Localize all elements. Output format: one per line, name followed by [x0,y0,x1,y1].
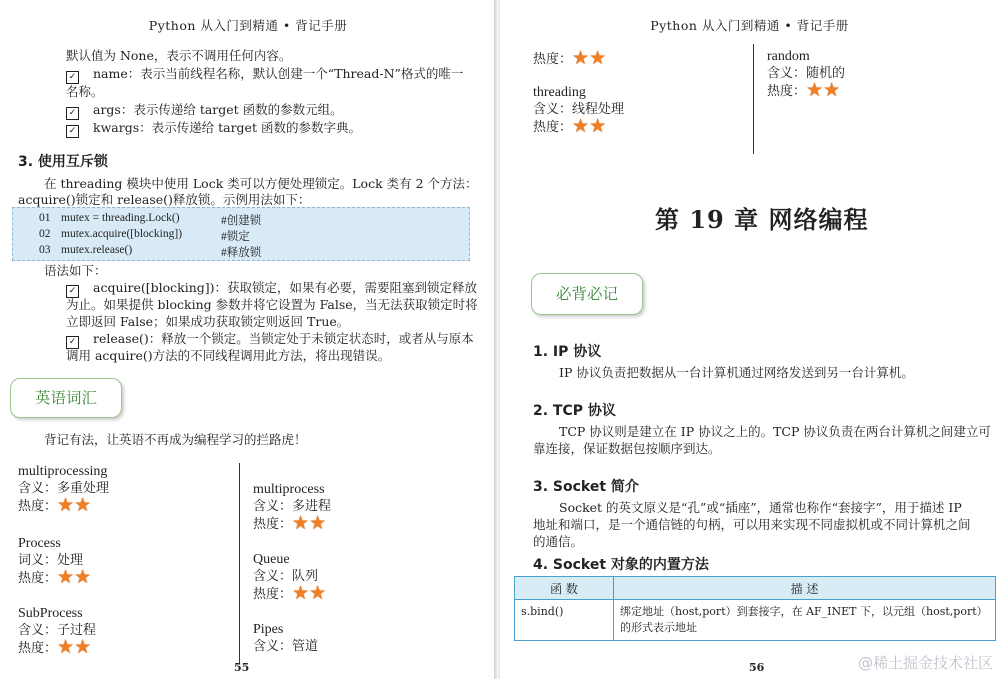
code-line: 03 mutex.release() #释放锁 [39,244,262,259]
table-header: 函 数 [515,577,614,600]
star-icon: ★ [292,512,310,534]
vocab-entry: SubProcess 含义：子过程 热度：★★ [18,606,97,658]
star-icon: ★ [74,566,92,588]
star-icon: ★ [292,582,310,604]
star-icon: ★ [309,512,327,534]
text-line: 调用 acquire()方法的不同线程调用此方法，将出现错误。 [66,348,391,363]
text-line: 名称。 [66,84,104,99]
checkbox-icon: ✓ [66,71,79,84]
star-icon: ★ [572,115,590,137]
checkbox-icon: ✓ [66,285,79,298]
text-line: 立即返回 False；如果成功获取锁定则返回 True。 [66,314,350,329]
star-icon: ★ [589,115,607,137]
vocab-box: 英语词汇 [10,378,122,418]
rating-stars [57,566,92,588]
page-header: Python 从入门到精通 • 背记手册 [148,18,348,33]
table-header: 描 述 [614,577,996,600]
vocab-entry: random 含义：随机的 热度：★★ [767,49,846,101]
left-page [0,0,496,679]
rating-stars [292,582,327,604]
paragraph: 在 threading 模块中使用 Lock 类可以方便处理锁定。Lock 类有 2 个方法： [44,176,478,191]
right-page [500,0,999,679]
syntax-label: 语法如下： [44,263,107,278]
star-icon: ★ [57,636,75,658]
vocab-entry: multiprocessing 含义：多重处理 热度：★★ [18,464,110,516]
rating-stars [57,636,92,658]
section-title: 4. Socket 对象的内置方法 [533,557,709,573]
paragraph: 的通信。 [533,534,584,549]
table-header-row [515,577,996,600]
star-icon: ★ [309,582,327,604]
code-line: 01 mutex = threading.Lock() #创建锁 [39,212,262,227]
code-line: 02 mutex.acquire([blocking]) #锁定 [39,228,250,243]
vocab-heat: 热度：★★ [533,47,607,69]
vocab-entry: Queue 含义：队列 热度：★★ [253,552,327,604]
table-row [515,600,996,641]
checkbox-icon: ✓ [66,336,79,349]
table-cell: s.bind() [515,600,614,641]
page-header: Python 从入门到精通 • 背记手册 [650,18,849,33]
bullet-item: ✓ args：表示传递给 target 函数的参数元组。 [66,101,343,120]
rating-stars [292,512,327,534]
section-title: 2. TCP 协议 [533,403,616,419]
column-divider [753,44,754,154]
watermark: @稀土掘金技术社区 [857,654,993,672]
bullet-item: ✓ kwargs：表示传递给 target 函数的参数字典。 [66,119,361,138]
checkbox-icon: ✓ [66,125,79,138]
star-icon: ★ [806,79,824,101]
paragraph: acquire()锁定和 release()释放锁。示例用法如下： [18,192,311,207]
paragraph: TCP 协议则是建立在 IP 协议之上的。TCP 协议负责在两台计算机之间建立可 [559,424,991,439]
star-icon: ★ [74,636,92,658]
must-remember-box: 必背必记 [531,273,643,315]
paragraph: 地址和端口，是一个通信链的句柄，可以用来实现不同虚拟机或不同计算机之间 [533,517,971,532]
column-divider [239,463,240,663]
paragraph: IP 协议负责把数据从一台计算机通过网络发送到另一台计算机。 [559,365,914,380]
methods-table [514,576,996,641]
page-number: 56 [749,661,765,674]
vocab-entry: multiprocess 含义：多进程 热度：★★ [253,482,332,534]
paragraph: Socket 的英文原义是“孔”或“插座”，通常也称作“套接字”，用于描述 IP [559,500,962,515]
table-cell: 绑定地址（host,port）到套接字，在 AF_INET 下，以元组（host,port）的形式表示地址 [614,600,996,641]
star-icon: ★ [823,79,841,101]
star-icon: ★ [57,566,75,588]
vocab-entry: threading 含义：线程处理 热度：★★ [533,85,625,137]
page-number: 55 [234,661,250,674]
section-title: 3. 使用互斥锁 [18,154,108,170]
vocab-intro: 背记有法，让英语不再成为编程学习的拦路虎！ [44,432,307,447]
code-block [12,207,470,261]
rating-stars [57,494,92,516]
chapter-title: 第 19 章 网络编程 [655,205,869,234]
rating-stars [572,115,607,137]
bullet-item: ✓ acquire([blocking])：获取锁定，如果有必要，需要阻塞到锁定释放 [66,279,477,298]
section-title: 1. IP 协议 [533,344,602,360]
star-icon: ★ [57,494,75,516]
bullet-item: ✓ release()：释放一个锁定。当锁定处于未锁定状态时，或者从与原本 [66,330,474,349]
rating-stars [572,47,607,69]
checkbox-icon: ✓ [66,107,79,120]
rating-stars [806,79,841,101]
text-line: 为止。如果提供 blocking 参数并将它设置为 False，当无法获取锁定时将 [66,297,478,312]
star-icon: ★ [572,47,590,69]
vocab-entry: Process 词义：处理 热度：★★ [18,536,92,588]
paragraph: 靠连接，保证数据包按顺序到达。 [533,441,721,456]
star-icon: ★ [589,47,607,69]
star-icon: ★ [74,494,92,516]
vocab-entry: Pipes 含义：管道 [253,622,319,654]
bullet-item: ✓ name：表示当前线程名称，默认创建一个“Thread-N”格式的唯一 [66,65,463,84]
text-line: 默认值为 None，表示不调用任何内容。 [66,48,292,63]
section-title: 3. Socket 简介 [533,479,639,495]
